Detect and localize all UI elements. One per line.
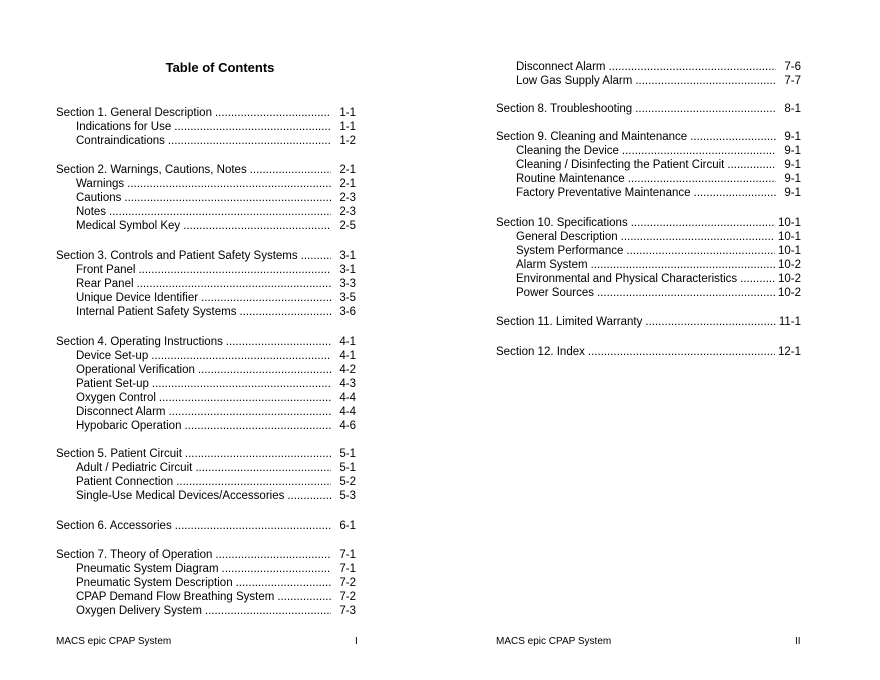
toc-page-number: 10-2 [777,273,801,285]
toc-section-entry [496,216,801,230]
toc-entry-title: Disconnect Alarm [516,61,606,73]
toc-subentry [76,177,356,191]
toc-entry-title: Routine Maintenance [516,173,625,185]
toc-entry-title: General Description [516,231,618,243]
toc-dot-leader [635,102,776,116]
toc-page-number: 5-3 [339,490,356,502]
toc-dot-leader [277,590,331,604]
toc-dot-leader [185,447,331,461]
toc-page-number: 1-2 [339,135,356,147]
toc-page-number: 4-6 [339,420,356,432]
toc-entry-title: Patient Set-up [76,378,149,390]
toc-dot-leader [215,106,331,120]
toc-dot-leader [239,305,331,319]
toc-entry-title: Section 10. Specifications [496,217,628,229]
toc-page-number: 3-1 [339,250,356,262]
toc-page-number: 9-1 [784,187,801,199]
toc-dot-leader [222,562,331,576]
toc-page-number: 5-1 [339,462,356,474]
toc-entry-title: Warnings [76,178,125,190]
toc-title: Table of Contents [165,60,275,75]
toc-page-number: 7-6 [784,61,801,73]
toc-dot-leader [694,186,776,200]
toc-dot-leader [631,216,775,230]
toc-dot-leader [621,230,775,244]
toc-dot-leader [109,205,331,219]
toc-page-number: 2-1 [339,178,356,190]
toc-page-number: 9-1 [784,159,801,171]
toc-subentry [76,475,356,489]
toc-entry-title: Pneumatic System Description [76,577,233,589]
toc-entry-title: Section 3. Controls and Patient Safety Systems [56,250,298,262]
toc-page-number: 4-2 [339,364,356,376]
toc-subentry [516,244,801,258]
toc-entry-title: CPAP Demand Flow Breathing System [76,591,275,603]
toc-page-number: 7-1 [339,549,356,561]
toc-entry-title: Disconnect Alarm [76,406,166,418]
toc-page-number: 7-2 [339,577,356,589]
toc-subentry [516,230,801,244]
toc-subentry [76,363,356,377]
toc-entry-title: Single-Use Medical Devices/Accessories [76,490,285,502]
toc-section-entry [56,163,356,177]
toc-entry-title: Indications for Use [76,121,172,133]
toc-dot-leader [628,172,776,186]
toc-section-entry [56,249,356,263]
toc-dot-leader [635,74,776,88]
toc-page-number: 2-5 [339,220,356,232]
toc-entry-title: Rear Panel [76,278,134,290]
toc-dot-leader [151,349,331,363]
toc-page-number: 10-2 [777,287,801,299]
toc-dot-leader [727,158,776,172]
footer-left-page-number: I [355,636,358,647]
toc-entry-title: Section 9. Cleaning and Maintenance [496,131,688,143]
toc-page-number: 5-2 [339,476,356,488]
toc-entry-title: Factory Preventative Maintenance [516,187,691,199]
toc-entry-title: Section 12. Index [496,346,585,358]
toc-dot-leader [184,419,331,433]
toc-entry-title: Adult / Pediatric Circuit [76,462,193,474]
toc-page-number: 2-1 [339,164,356,176]
toc-entry-title: Device Set-up [76,350,149,362]
footer-right-system: MACS epic CPAP System [496,636,612,647]
toc-page-number: 2-3 [339,206,356,218]
toc-subentry [516,172,801,186]
toc-subentry [76,576,356,590]
toc-entry-title: Notes [76,206,107,218]
toc-page-number: 4-1 [339,336,356,348]
toc-entry-title: Environmental and Physical Characteristics [516,273,738,285]
toc-page-number: 10-1 [777,245,801,257]
toc-entry-title: Section 6. Accessories [56,520,172,532]
toc-subentry [516,272,801,286]
toc-section-entry [56,519,356,533]
toc-subentry [516,60,801,74]
toc-entry-title: Pneumatic System Diagram [76,563,219,575]
toc-subentry [76,219,356,233]
toc-page-number: 10-1 [777,231,801,243]
toc-subentry [76,134,356,148]
toc-dot-leader [137,277,331,291]
toc-subentry [76,590,356,604]
toc-subentry [76,305,356,319]
toc-dot-leader [174,120,331,134]
toc-entry-title: Low Gas Supply Alarm [516,75,633,87]
toc-section-entry [56,106,356,120]
toc-entry-title: Section 8. Troubleshooting [496,103,633,115]
toc-subentry [76,263,356,277]
toc-page-number: 7-3 [339,605,356,617]
toc-entry-title: Medical Symbol Key [76,220,181,232]
toc-dot-leader [215,548,331,562]
toc-page-number: 3-3 [339,278,356,290]
toc-dot-leader [168,134,331,148]
toc-subentry [76,291,356,305]
toc-entry-title: Contraindications [76,135,165,147]
toc-section-entry [496,102,801,116]
toc-subentry [516,74,801,88]
toc-page-number: 4-3 [339,378,356,390]
toc-page-number: 7-2 [339,591,356,603]
toc-dot-leader [183,219,331,233]
toc-entry-title: Patient Connection [76,476,174,488]
toc-dot-leader [201,291,331,305]
toc-section-entry [56,447,356,461]
toc-dot-leader [159,391,331,405]
toc-page-number: 9-1 [784,131,801,143]
toc-page-number: 11-1 [778,316,801,328]
footer-left-system: MACS epic CPAP System [56,636,172,647]
toc-dot-leader [591,258,775,272]
toc-page-number: 3-6 [339,306,356,318]
toc-page-number: 4-1 [339,350,356,362]
toc-entry-title: Operational Verification [76,364,195,376]
toc-subentry [76,191,356,205]
toc-dot-leader [152,377,331,391]
toc-subentry [516,144,801,158]
toc-subentry [76,205,356,219]
toc-page-number: 3-1 [339,264,356,276]
toc-entry-title: Oxygen Control [76,392,156,404]
toc-page-number: 2-3 [339,192,356,204]
toc-dot-leader [176,475,331,489]
toc-page-number: 9-1 [784,173,801,185]
toc-section-entry [56,335,356,349]
toc-subentry [76,489,356,503]
toc-dot-leader [195,461,331,475]
toc-entry-title: Section 4. Operating Instructions [56,336,223,348]
toc-entry-title: Power Sources [516,287,594,299]
toc-dot-leader [301,249,331,263]
toc-dot-leader [175,519,331,533]
toc-page-number: 6-1 [339,520,356,532]
toc-page-number: 10-1 [777,217,801,229]
toc-entry-title: Cleaning the Device [516,145,619,157]
toc-entry-title: Hypobaric Operation [76,420,182,432]
toc-entry-title: Section 1. General Description [56,107,212,119]
toc-page-number: 3-5 [339,292,356,304]
toc-dot-leader [645,315,775,329]
toc-dot-leader [124,191,331,205]
toc-subentry [76,419,356,433]
toc-dot-leader [236,576,331,590]
toc-entry-title: Section 7. Theory of Operation [56,549,213,561]
toc-subentry [76,604,356,618]
toc-subentry [516,258,801,272]
toc-page-number: 9-1 [784,145,801,157]
toc-subentry [76,349,356,363]
toc-dot-leader [168,405,331,419]
toc-page-number: 1-1 [339,121,356,133]
toc-section-entry [496,315,801,329]
toc-dot-leader [690,130,776,144]
toc-dot-leader [138,263,331,277]
toc-subentry [76,405,356,419]
toc-subentry [76,391,356,405]
toc-dot-leader [588,345,775,359]
toc-page-number: 12-1 [777,346,801,358]
toc-entry-title: System Performance [516,245,624,257]
toc-subentry [76,377,356,391]
toc-dot-leader [198,363,331,377]
toc-dot-leader [740,272,775,286]
toc-entry-title: Section 2. Warnings, Cautions, Notes [56,164,247,176]
toc-entry-title: Front Panel [76,264,136,276]
toc-page-number: 4-4 [339,392,356,404]
toc-entry-title: Oxygen Delivery System [76,605,202,617]
toc-entry-title: Unique Device Identifier [76,292,199,304]
toc-dot-leader [608,60,776,74]
toc-section-entry [496,345,801,359]
toc-dot-leader [250,163,331,177]
toc-dot-leader [127,177,331,191]
toc-page-number: 8-1 [784,103,801,115]
toc-subentry [76,120,356,134]
toc-entry-title: Cautions [76,192,122,204]
toc-subentry [76,461,356,475]
toc-entry-title: Section 5. Patient Circuit [56,448,182,460]
toc-entry-title: Cleaning / Disinfecting the Patient Circuit [516,159,725,171]
toc-page-number: 10-2 [777,259,801,271]
toc-section-entry [496,130,801,144]
toc-entry-title: Alarm System [516,259,588,271]
toc-entry-title: Section 11. Limited Warranty [496,316,643,328]
toc-dot-leader [205,604,331,618]
toc-subentry [76,277,356,291]
toc-subentry [516,286,801,300]
toc-page-number: 5-1 [339,448,356,460]
toc-dot-leader [226,335,331,349]
toc-subentry [76,562,356,576]
toc-subentry [516,158,801,172]
toc-page-number: 7-7 [784,75,801,87]
toc-page-number: 4-4 [339,406,356,418]
toc-dot-leader [597,286,775,300]
toc-dot-leader [626,244,775,258]
toc-section-entry [56,548,356,562]
toc-dot-leader [287,489,331,503]
toc-subentry [516,186,801,200]
toc-entry-title: Internal Patient Safety Systems [76,306,237,318]
toc-page-number: 1-1 [339,107,356,119]
footer-right-page-number: II [795,636,801,647]
toc-dot-leader [622,144,776,158]
toc-page-number: 7-1 [339,563,356,575]
